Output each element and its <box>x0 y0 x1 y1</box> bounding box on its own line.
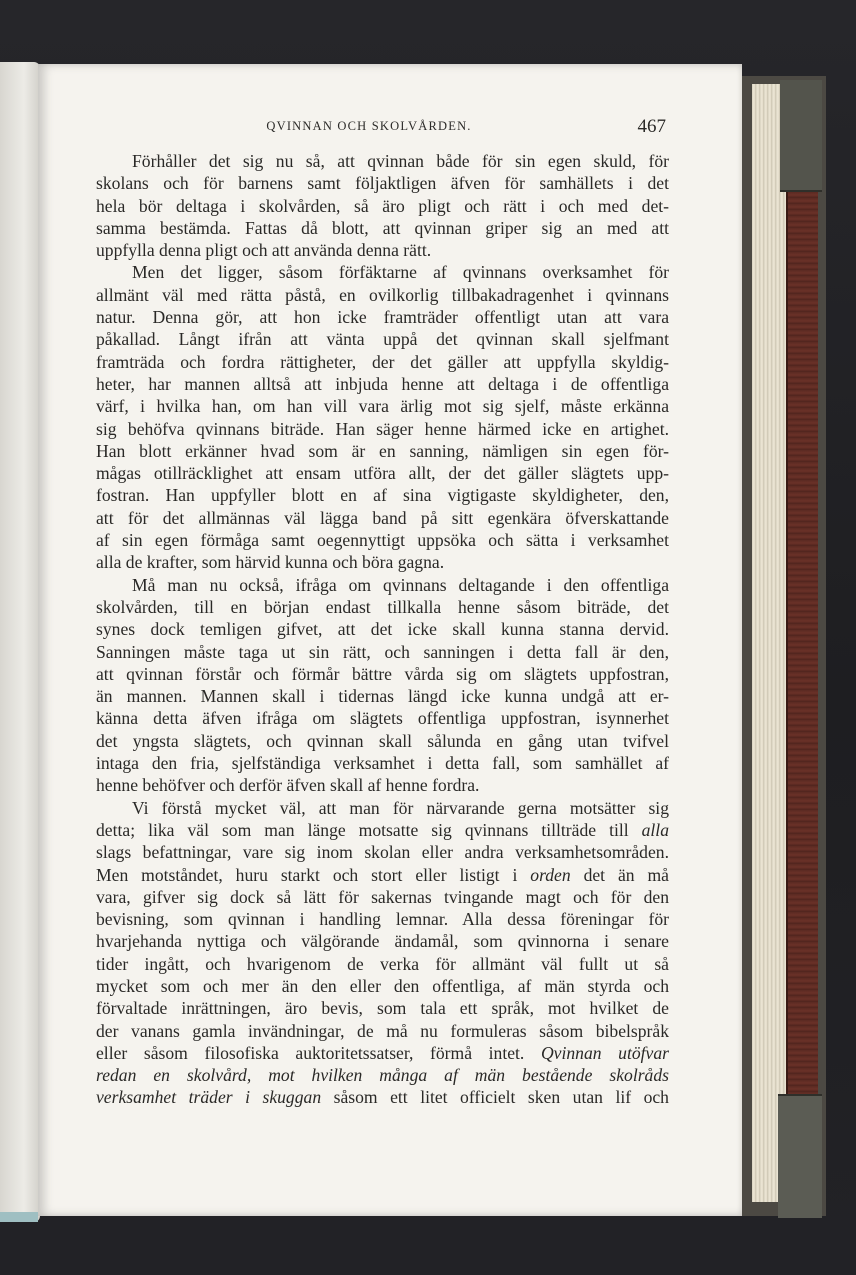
text-line: henne behöfver och derför äfven skall af henne fordra. <box>96 775 480 796</box>
text-line: Sanningen måste taga ut sin rätt, och sanningen i detta fall är den, <box>96 641 669 662</box>
text-line <box>96 1064 669 1086</box>
text-line: heter, har mannen alltså att inbjuda henne att deltaga i de offentliga <box>96 373 669 394</box>
text-run: Men motståndet, huru starkt och stort eller listigt i <box>96 864 531 885</box>
book-spine-leather <box>786 84 818 1210</box>
text-line: Vi förstå mycket väl, att man för närvarande gerna motsätter sig <box>132 797 669 818</box>
cover-corner-bottom <box>778 1094 822 1218</box>
text-line: natur. Denna gör, att hon icke framträder offentligt utan att vara <box>96 307 669 328</box>
text-line: att qvinnan förstår och förmår bättre vårda sig om slägtets uppfostran, <box>96 663 669 684</box>
facing-page-edge <box>0 62 40 1222</box>
italic-run: orden <box>530 864 571 885</box>
text-line: att för det allmännas väl lägga band på sitt egenkära öfverskattande <box>96 507 669 528</box>
text-line: hvarjehanda nyttiga och välgörande ändamål, som qvinnorna i senare <box>96 931 669 952</box>
text-line: allmänt väl med rätta påstå, en ovilkorlig tillbakadragenhet i qvinnans <box>96 284 669 305</box>
text-line: hela bör deltaga i skolvården, så äro pligt och rätt i och med det- <box>96 195 669 216</box>
text-line <box>96 1086 669 1108</box>
text-line: mycket som och mer än den eller den offentliga, af män styrda och <box>96 975 669 996</box>
text-line: slags befattningar, vare sig inom skolan eller andra verksamhetsområden. <box>96 842 669 863</box>
text-run: det än må <box>570 864 669 885</box>
text-line: framträda och fordra rättigheter, der det gäller att uppfylla skyldig- <box>96 351 669 372</box>
text-line: skolans och för barnens samt följaktligen äfven för samhällets i det <box>96 173 669 194</box>
text-line: Men det ligger, såsom förfäktarne af qvinnans overksamhet för <box>132 262 669 283</box>
text-line <box>96 819 669 841</box>
text-run: eller såsom filosofiska auktoritetssatser, förmå intet. <box>96 1042 541 1063</box>
italic-run: Qvinnan utöfvar <box>540 1042 669 1063</box>
body-text <box>96 150 669 1109</box>
text-line: fostran. Han uppfyller blott en af sina vigtigaste skyldigheter, den, <box>96 485 669 506</box>
text-line: Må man nu också, ifråga om qvinnans deltagande i den offentliga <box>132 574 669 595</box>
italic-run: verksamhet träder i skuggan <box>96 1087 322 1108</box>
text-line: skolvården, till en början endast tillkalla henne såsom biträde, det <box>96 596 669 617</box>
text-line: påkallad. Långt ifrån att vänta uppå det qvinnan skall sjelfmant <box>96 329 669 350</box>
text-line: der vanans gamla invändningar, de må nu formuleras såsom bibelspråk <box>96 1020 669 1041</box>
text-line: tider ingått, och hvarigenom de verka för allmänt väl fullt ut så <box>96 953 669 974</box>
text-line: synes dock temligen gifvet, att det icke skall kunna stanna dervid. <box>96 619 669 640</box>
italic-run: redan en skolvård, mot hvilken många af män bestående skolråds <box>96 1065 669 1086</box>
text-line: än mannen. Mannen skall i tidernas längd icke kunna undgå att er- <box>96 686 669 707</box>
text-line: Förhåller det sig nu så, att qvinnan både för sin egen skuld, för <box>132 151 669 171</box>
page-number: 467 <box>637 116 666 137</box>
text-line: samma bestämda. Fattas då blott, att qvinnan griper sig an med att <box>96 217 669 238</box>
text-line: det yngsta slägtets, och qvinnan skall sålunda en gång utan tvifvel <box>96 730 669 751</box>
text-line: af sin egen förmåga samt oegennyttigt uppsöka och sätta i verksamhet <box>96 530 669 551</box>
text-line: förvaltade inrättningen, äro bevis, som tala ett språk, mot hvilket de <box>96 998 669 1019</box>
italic-run: alla <box>641 819 669 840</box>
running-head: QVINNAN OCH SKOLVÅRDEN. <box>266 119 472 133</box>
cover-corner-top <box>780 80 822 192</box>
text-line: uppfylla denna pligt och att använda denna rätt. <box>96 240 432 261</box>
text-line <box>96 1042 669 1064</box>
text-run: detta; lika väl som man länge motsatte sig qvinnans tillträde till <box>96 819 642 840</box>
text-line: sig behöfva qvinnans biträde. Han säger henne härmed icke en artighet. <box>96 418 669 439</box>
text-run: såsom ett litet officielt sken utan lif och <box>321 1087 669 1108</box>
text-line <box>96 864 669 886</box>
text-line: värf, i hvilka han, om han vill vara ärlig mot sig sjelf, måste erkänna <box>96 396 669 417</box>
text-line: mågas otillräcklighet att ensam utföra allt, der det gäller slägtets upp- <box>96 463 669 484</box>
text-line: Han blott erkänner hvad som är en sanning, nämligen sin egen för- <box>96 440 669 461</box>
text-line: vara, gifver sig dock så lätt för sakernas tvingande magt och för den <box>96 886 669 907</box>
text-line: alla de krafter, som härvid kunna och böra gagna. <box>96 552 445 573</box>
text-line: intaga den fria, sjelfständiga verksamhet i detta fall, som samhället af <box>96 753 669 774</box>
facing-page-tab <box>0 1212 38 1222</box>
text-line: känna detta äfven ifråga om slägtets offentliga uppfostran, isynnerhet <box>96 708 669 729</box>
text-line: bevisning, som qvinnan i handling lemnar. Alla dessa föreningar för <box>96 909 669 930</box>
